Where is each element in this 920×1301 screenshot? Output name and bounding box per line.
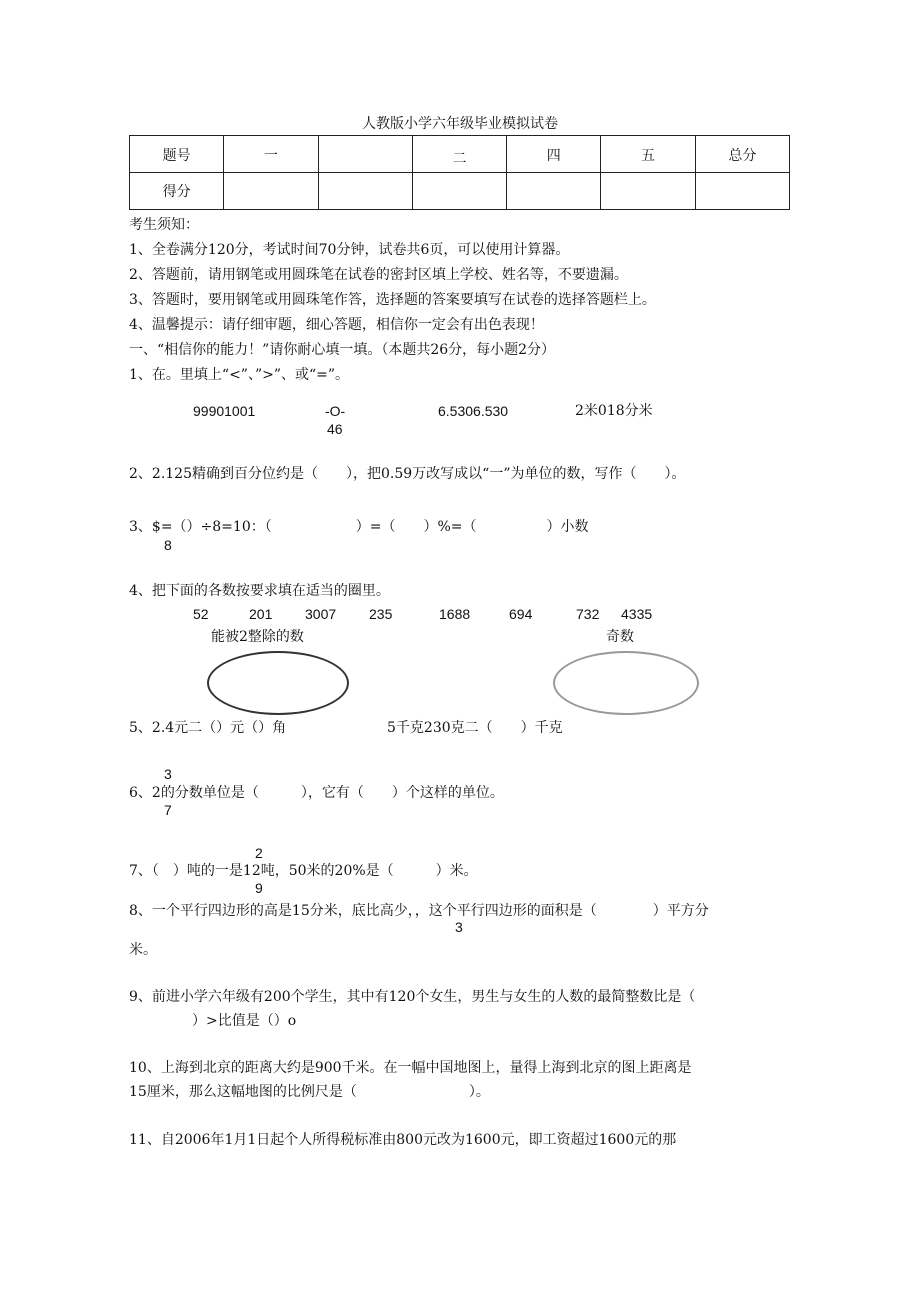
question-4: 4、把下面的各数按要求填在适当的圈里。 [129,583,390,599]
question-8-cont: 米。 [129,942,157,958]
q4-number: 4335 [621,606,653,622]
question-5-right: 5千克230克二（ ）千克 [387,720,563,736]
score-header-cell: 二 [412,136,506,173]
q1-item: 99901001 [193,403,256,419]
score-header-cell: 四 [507,136,601,173]
q4-number: 235 [369,606,393,622]
q1-item: 2米018分米 [575,403,653,419]
q1-item: -O- [325,403,346,419]
q3-sub: 8 [164,537,172,553]
q1-item: 6.5306.530 [438,403,509,419]
odd-number-circle[interactable] [553,651,699,715]
question-7: 7、（ ）吨的一是12吨，50米的20%是（ ）米。 [129,863,478,879]
question-10-cont: 15厘米，那么这幅地图的比例尺是（ ）。 [129,1084,490,1100]
notice-item: 4、温馨提示：请仔细审题，细心答题，相信你一定会有出色表现！ [129,317,544,333]
question-1: 1、在。里填上“<”、”>”、或“=”。 [129,367,350,383]
question-10: 10、上海到北京的距离大约是900千米。在一幅中国地图上，量得上海到北京的图上距离是 [129,1060,692,1076]
score-cell[interactable] [224,173,318,210]
question-11: 11、自2006年1月1日起个人所得税标准由800元改为1600元，即工资超过1600元的那 [129,1132,677,1148]
q4-number: 694 [509,606,533,622]
score-header-cell: 一 [224,136,318,173]
score-cell[interactable] [318,173,412,210]
question-6: 6、2的分数单位是（ ），它有（ ）个这样的单位。 [129,785,504,801]
notice-item: 3、答题时，要用钢笔或用圆珠笔作答，选择题的答案要填写在试卷的选择答题栏上。 [129,292,656,308]
notice-item: 2、答题前，请用钢笔或用圆珠笔在试卷的密封区填上学校、姓名等，不要遗漏。 [129,267,628,283]
q4-number: 732 [576,606,600,622]
q6-denominator: 7 [164,802,172,818]
question-9-cont: ）>比值是（）o [192,1013,297,1029]
q7-denominator: 9 [255,880,263,896]
notice-heading: 考生须知： [129,217,199,233]
even-number-circle[interactable] [207,651,349,715]
score-row-label: 得分 [130,173,224,210]
q8-sub: 3 [455,919,463,935]
score-header-cell: 题号 [130,136,224,173]
question-8: 8、一个平行四边形的高是15分米，底比高少，，这个平行四边形的面积是（ ）平方分 [129,903,709,919]
score-header-cell: 总分 [695,136,789,173]
question-2: 2、2.125精确到百分位约是（ ），把0.59万改写成以“一”为单位的数，写作（ ）。 [129,466,686,482]
score-cell[interactable] [695,173,789,210]
section-heading: 一、“相信你的能力！”请你耐心填一填。（本题共26分，每小题2分） [129,342,556,358]
question-3: 3、$=（）÷8=10：（ ）=（ ）%=（ ）小数 [129,519,589,535]
q4-number: 201 [249,606,273,622]
score-cell[interactable] [601,173,695,210]
q4-number: 1688 [439,606,471,622]
score-cell[interactable] [412,173,506,210]
score-table [129,135,790,210]
q1-item: 46 [327,421,343,437]
q6-numerator: 3 [164,766,172,782]
page-title: 人教版小学六年级毕业模拟试卷 [362,116,558,132]
q7-numerator: 2 [255,845,263,861]
score-cell[interactable] [507,173,601,210]
ellipse-label-odd: 奇数 [606,629,634,645]
notice-item: 1、全卷满分120分，考试时间70分钟，试卷共6页，可以使用计算器。 [129,242,570,258]
score-header-cell [318,136,412,173]
q4-number: 3007 [305,606,337,622]
ellipse-label-even: 能被2整除的数 [211,629,304,645]
q4-number: 52 [193,606,209,622]
question-5-left: 5、2.4元二（）元（）角 [129,720,287,736]
question-9: 9、前进小学六年级有200个学生，其中有120个女生，男生与女生的人数的最简整数比是（ [129,989,696,1005]
score-header-cell: 五 [601,136,695,173]
